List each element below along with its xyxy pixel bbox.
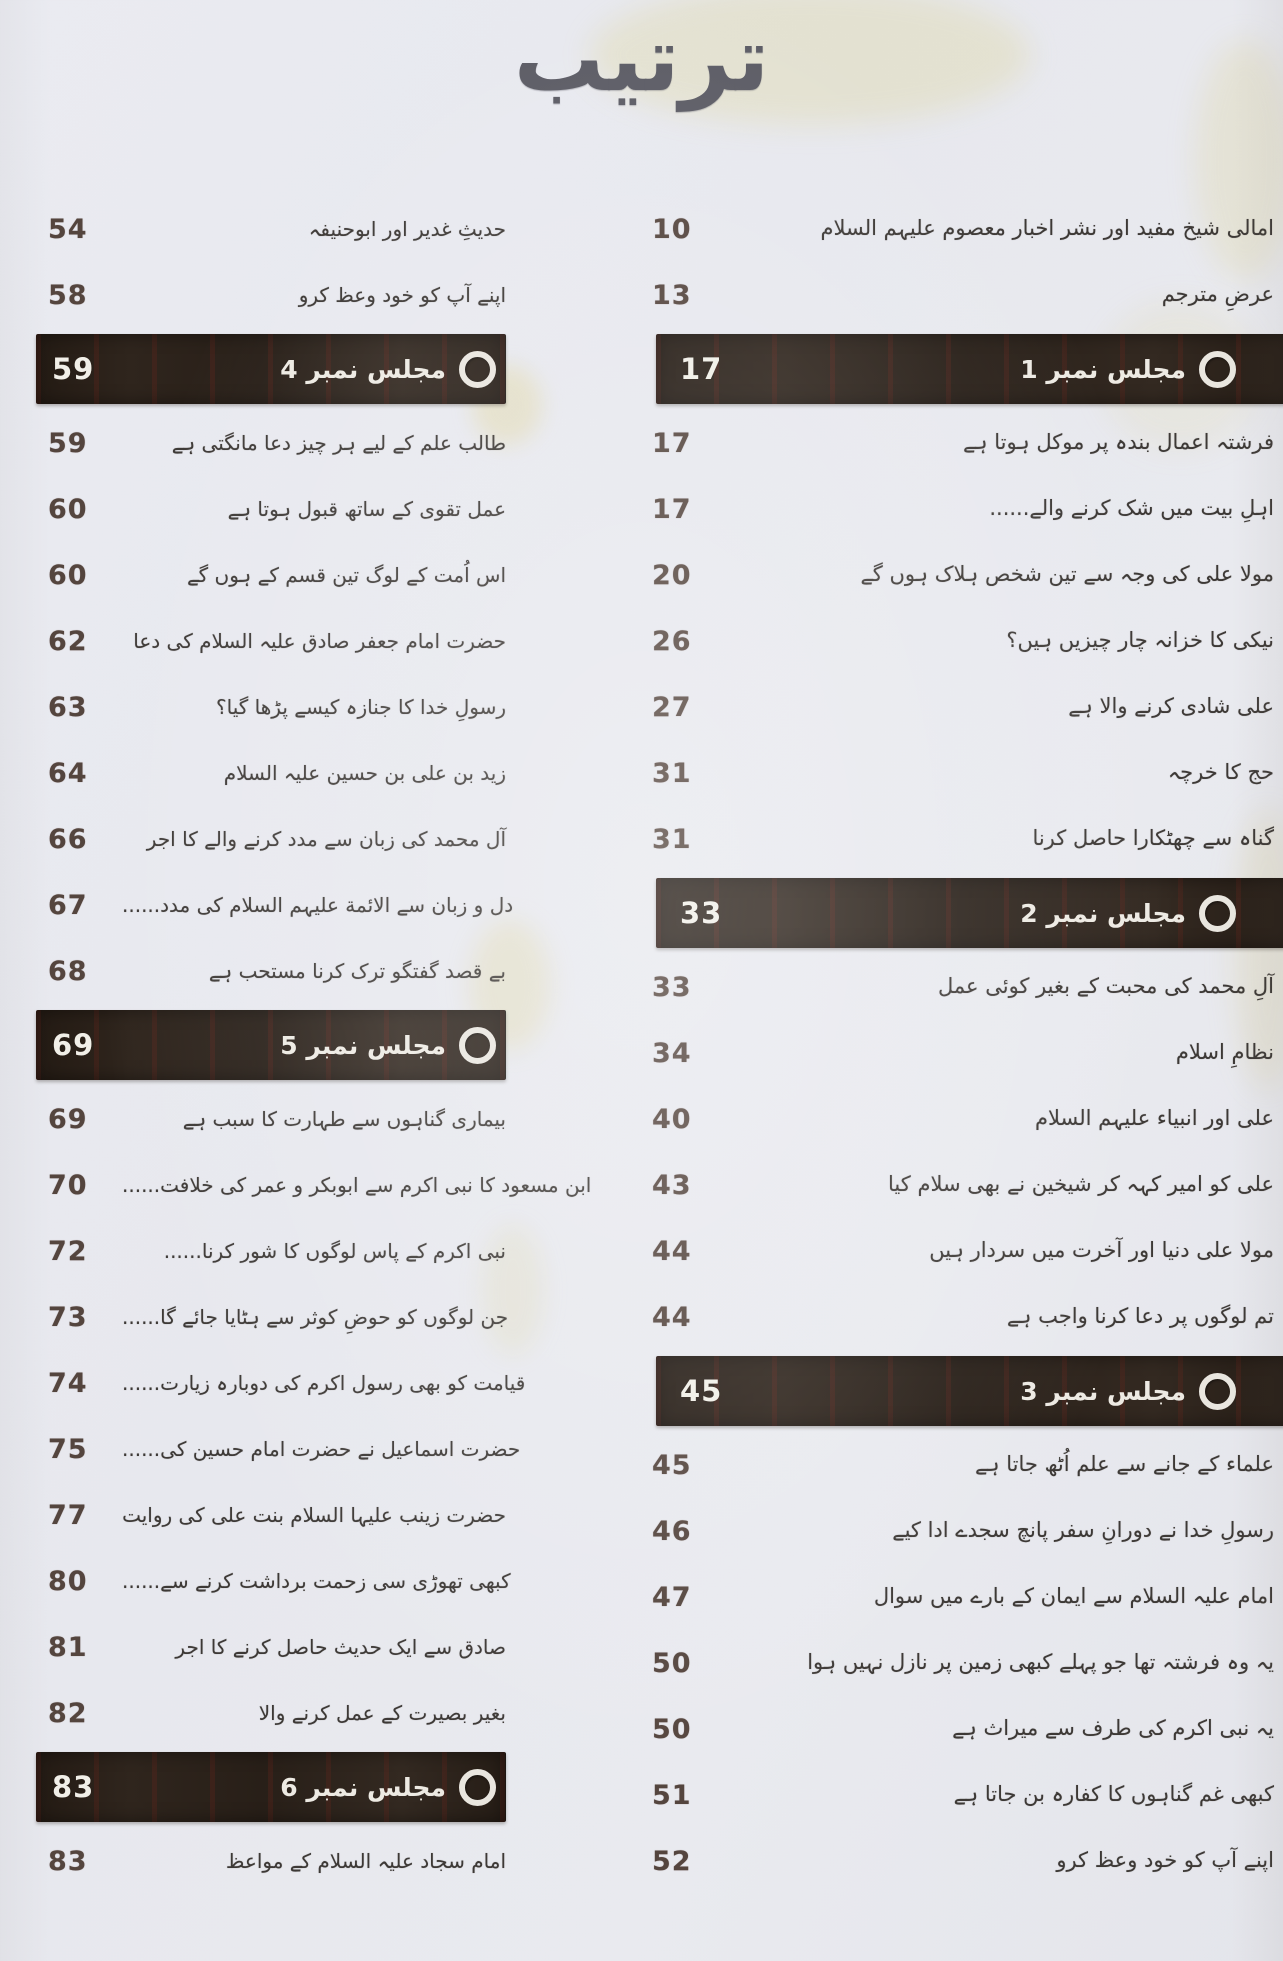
toc-entry-page-number: 40 [652,1103,692,1135]
majlis-section-header [36,334,506,404]
toc-entry-row [36,1614,506,1680]
toc-entry-title: علی کو امیر کہہ کر شیخین نے بھی سلام کیا [888,1172,1274,1197]
toc-entry-title: کبھی تھوڑی سی زحمت برداشت کرنے سے...... [122,1569,511,1593]
toc-entry-title: آل محمد کی زبان سے مدد کرنے والے کا اجر [146,827,506,851]
toc-entry-row [622,1020,1274,1086]
toc-entry-page-number: 13 [652,279,692,311]
toc-entry-title: یہ نبی اکرم کی طرف سے میراث ہے [952,1716,1274,1741]
toc-entry-page-number: 60 [48,493,88,525]
toc-entry-row [36,1680,506,1746]
toc-entry-page-number: 66 [48,823,88,855]
toc-entry-row [622,1086,1274,1152]
toc-entry-title: نبی اکرم کے پاس لوگوں کا شور کرنا...... [163,1239,506,1263]
toc-entry-title: حج کا خرچہ [1167,760,1274,785]
toc-entry-title: اپنے آپ کو خود وعظ کرو [1056,1848,1274,1873]
toc-entry-title: مولا علی دنیا اور آخرت میں سردار ہیں [929,1238,1274,1263]
toc-entry-page-number: 31 [652,757,692,789]
majlis-section-title-text: مجلس نمبر 6 [280,1772,446,1802]
toc-entry-page-number: 44 [652,1235,692,1267]
majlis-header-page-number: 17 [680,352,723,386]
toc-entry-page-number: 59 [48,427,88,459]
toc-entry-row [622,1284,1274,1350]
toc-entry-page-number: 43 [652,1169,692,1201]
toc-entry-title: گناہ سے چھٹکارا حاصل کرنا [1032,826,1274,851]
toc-entry-page-number: 26 [652,625,692,657]
toc-entry-page-number: 68 [48,955,88,987]
toc-entry-page-number: 72 [48,1235,88,1267]
toc-entry-row [622,674,1274,740]
toc-entry-page-number: 54 [48,213,88,245]
toc-entry-page-number: 20 [652,559,692,591]
toc-entry-page-number: 62 [48,625,88,657]
toc-entry-page-number: 81 [48,1631,88,1663]
toc-entry-row [36,938,506,1004]
toc-entry-title: تم لوگوں پر دعا کرنا واجب ہے [1006,1304,1274,1329]
toc-entry-row [622,1152,1274,1218]
toc-entry-title: امام علیہ السلام سے ایمان کے بارے میں سوال [873,1584,1274,1609]
toc-entry-title: طالب علم کے لیے ہر چیز دعا مانگتی ہے [171,431,506,455]
majlis-section-title-text: مجلس نمبر 1 [1020,354,1186,384]
majlis-section-title-text: مجلس نمبر 5 [280,1030,446,1060]
toc-entry-row [36,1416,521,1482]
toc-entry-row [36,872,514,938]
majlis-header-page-number: 33 [680,896,723,930]
toc-entry-title: دل و زبان سے الائمة علیہم السلام کی مدد...... [122,893,514,917]
circle-bullet-icon [459,351,496,388]
majlis-section-title [742,895,1283,932]
toc-entry-row [622,1218,1274,1284]
toc-entry-page-number: 50 [652,1647,692,1679]
toc-entry-page-number: 80 [48,1565,88,1597]
majlis-section-title [742,1373,1283,1410]
toc-column-left [36,196,592,1894]
toc-entry-title: امالی شیخ مفید اور نشر اخبار معصوم علیہم السلام [820,216,1274,241]
toc-entry-row [622,1696,1274,1762]
majlis-section-title [742,351,1283,388]
toc-entry-row [622,1432,1274,1498]
toc-entry-row [36,196,506,262]
toc-entry-row [36,262,506,328]
toc-entry-row [36,1828,506,1894]
toc-entry-title: زید بن علی بن حسین علیہ السلام [223,761,506,785]
toc-entry-title: عرضِ مترجم [1161,282,1274,307]
toc-entry-page-number: 10 [652,213,692,245]
toc-entry-title: آلِ محمد کی محبت کے بغیر کوئی عمل [937,974,1274,999]
toc-entry-title: بغیر بصیرت کے عمل کرنے والا [258,1701,506,1725]
toc-entry-row [36,1284,509,1350]
toc-entry-page-number: 60 [48,559,88,591]
majlis-section-title-text: مجلس نمبر 2 [1020,898,1186,928]
circle-bullet-icon [1199,351,1236,388]
toc-entry-row [36,1218,506,1284]
toc-entry-page-number: 67 [48,889,88,921]
toc-entry-page-number: 82 [48,1697,88,1729]
toc-entry-row [622,1564,1274,1630]
toc-entry-row [36,674,506,740]
toc-entry-page-number: 45 [652,1449,692,1481]
toc-entry-row [622,476,1274,542]
page-title: ترتیب [513,7,770,112]
toc-entry-title: اس اُمت کے لوگ تین قسم کے ہوں گے [186,563,506,587]
toc-entry-title: حدیثِ غدیر اور ابوحنیفہ [308,217,506,241]
majlis-section-header [656,334,1283,404]
toc-entry-page-number: 44 [652,1301,692,1333]
toc-entry-page-number: 52 [652,1845,692,1877]
circle-bullet-icon [1199,895,1236,932]
toc-entry-row [622,608,1274,674]
toc-entry-row [36,608,506,674]
toc-entry-title: اہلِ بیت میں شک کرنے والے...... [989,496,1274,521]
toc-entry-title: حضرت امام جعفر صادق علیہ السلام کی دعا [133,629,506,653]
toc-entry-page-number: 17 [652,427,692,459]
toc-entry-page-number: 74 [48,1367,88,1399]
toc-entry-row [622,262,1274,328]
toc-entry-row [622,954,1274,1020]
toc-entry-page-number: 17 [652,493,692,525]
toc-entry-title: مولا علی کی وجہ سے تین شخص ہلاک ہوں گے [860,562,1274,587]
toc-entry-page-number: 47 [652,1581,692,1613]
circle-bullet-icon [459,1769,496,1806]
toc-entry-title: اپنے آپ کو خود وعظ کرو [298,283,506,307]
toc-entry-title: علی اور انبیاء علیہم السلام [1034,1106,1274,1131]
toc-entry-page-number: 77 [48,1499,88,1531]
majlis-section-header [36,1752,506,1822]
toc-entry-page-number: 58 [48,279,88,311]
toc-entry-row [36,1152,592,1218]
circle-bullet-icon [1199,1373,1236,1410]
toc-entry-page-number: 31 [652,823,692,855]
toc-entry-title: فرشتہ اعمال بندہ پر موکل ہوتا ہے [962,430,1274,455]
toc-entry-page-number: 73 [48,1301,88,1333]
circle-bullet-icon [459,1027,496,1064]
toc-entry-row [622,410,1274,476]
toc-entry-row [622,196,1274,262]
majlis-header-page-number: 59 [52,352,95,386]
toc-entry-title: بیماری گناہوں سے طہارت کا سبب ہے [182,1107,506,1131]
toc-entry-page-number: 75 [48,1433,88,1465]
toc-entry-page-number: 27 [652,691,692,723]
toc-entry-row [36,806,506,872]
toc-entry-row [36,1350,526,1416]
toc-entry-title: بے قصد گفتگو ترک کرنا مستحب ہے [208,959,506,983]
toc-entry-row [36,542,506,608]
toc-entry-title: کبھی غم گناہوں کا کفارہ بن جاتا ہے [953,1782,1274,1807]
toc-entry-row [36,410,506,476]
majlis-section-title [122,1769,506,1806]
majlis-section-title [122,351,506,388]
toc-entry-title: رسولِ خدا کا جنازہ کیسے پڑھا گیا؟ [216,695,506,719]
toc-entry-row [622,1630,1274,1696]
majlis-section-title-text: مجلس نمبر 3 [1020,1376,1186,1406]
toc-entry-page-number: 70 [48,1169,88,1201]
toc-entry-page-number: 69 [48,1103,88,1135]
toc-entry-title: قیامت کو بھی رسول اکرم کی دوبارہ زیارت...... [122,1371,526,1395]
toc-entry-title: حضرت زینب علیہا السلام بنت علی کی روایت [122,1503,506,1527]
toc-entry-title: علماء کے جانے سے علم اُٹھ جاتا ہے [975,1452,1274,1477]
toc-entry-row [622,806,1274,872]
toc-entry-row [622,1828,1274,1894]
toc-column-right [622,196,1274,1894]
majlis-header-page-number: 83 [52,1770,95,1804]
toc-entry-row [622,542,1274,608]
majlis-section-header [656,878,1283,948]
toc-entry-title: حضرت اسماعیل نے حضرت امام حسین کی...... [122,1437,521,1461]
toc-entry-page-number: 63 [48,691,88,723]
toc-entry-title: رسولِ خدا نے دورانِ سفر پانچ سجدے ادا کیے [892,1518,1274,1543]
toc-entry-page-number: 34 [652,1037,692,1069]
toc-entry-row [36,1548,511,1614]
toc-entry-row [36,1086,506,1152]
toc-entry-page-number: 46 [652,1515,692,1547]
toc-entry-row [622,740,1274,806]
toc-entry-page-number: 83 [48,1845,88,1877]
toc-entry-title: ابن مسعود کا نبی اکرم سے ابوبکر و عمر کی خلافت...... [122,1173,592,1197]
toc-entry-row [36,476,506,542]
toc-entry-title: نظامِ اسلام [1175,1040,1274,1065]
majlis-section-title-text: مجلس نمبر 4 [280,354,446,384]
toc-entry-title: صادق سے ایک حدیث حاصل کرنے کا اجر [175,1635,506,1659]
toc-entry-page-number: 33 [652,971,692,1003]
toc-entry-row [622,1498,1274,1564]
toc-entry-page-number: 64 [48,757,88,789]
toc-entry-row [36,1482,506,1548]
majlis-header-page-number: 69 [52,1028,95,1062]
majlis-section-header [36,1010,506,1080]
majlis-section-header [656,1356,1283,1426]
toc-entry-title: یہ وہ فرشتہ تھا جو پہلے کبھی زمین پر نازل نہیں ہوا [807,1650,1274,1675]
toc-entry-title: نیکی کا خزانہ چار چیزیں ہیں؟ [1006,628,1274,653]
majlis-header-page-number: 45 [680,1374,723,1408]
toc-entry-title: جن لوگوں کو حوضِ کوثر سے ہٹایا جائے گا...... [122,1305,509,1329]
toc-entry-row [622,1762,1274,1828]
toc-entry-title: عمل تقوی کے ساتھ قبول ہوتا ہے [227,497,506,521]
toc-entry-row [36,740,506,806]
toc-entry-page-number: 50 [652,1713,692,1745]
toc-entry-title: علی شادی کرنے والا ہے [1068,694,1274,719]
toc-entry-title: امام سجاد علیہ السلام کے مواعظ [225,1849,506,1873]
majlis-section-title [122,1027,506,1064]
toc-entry-page-number: 51 [652,1779,692,1811]
